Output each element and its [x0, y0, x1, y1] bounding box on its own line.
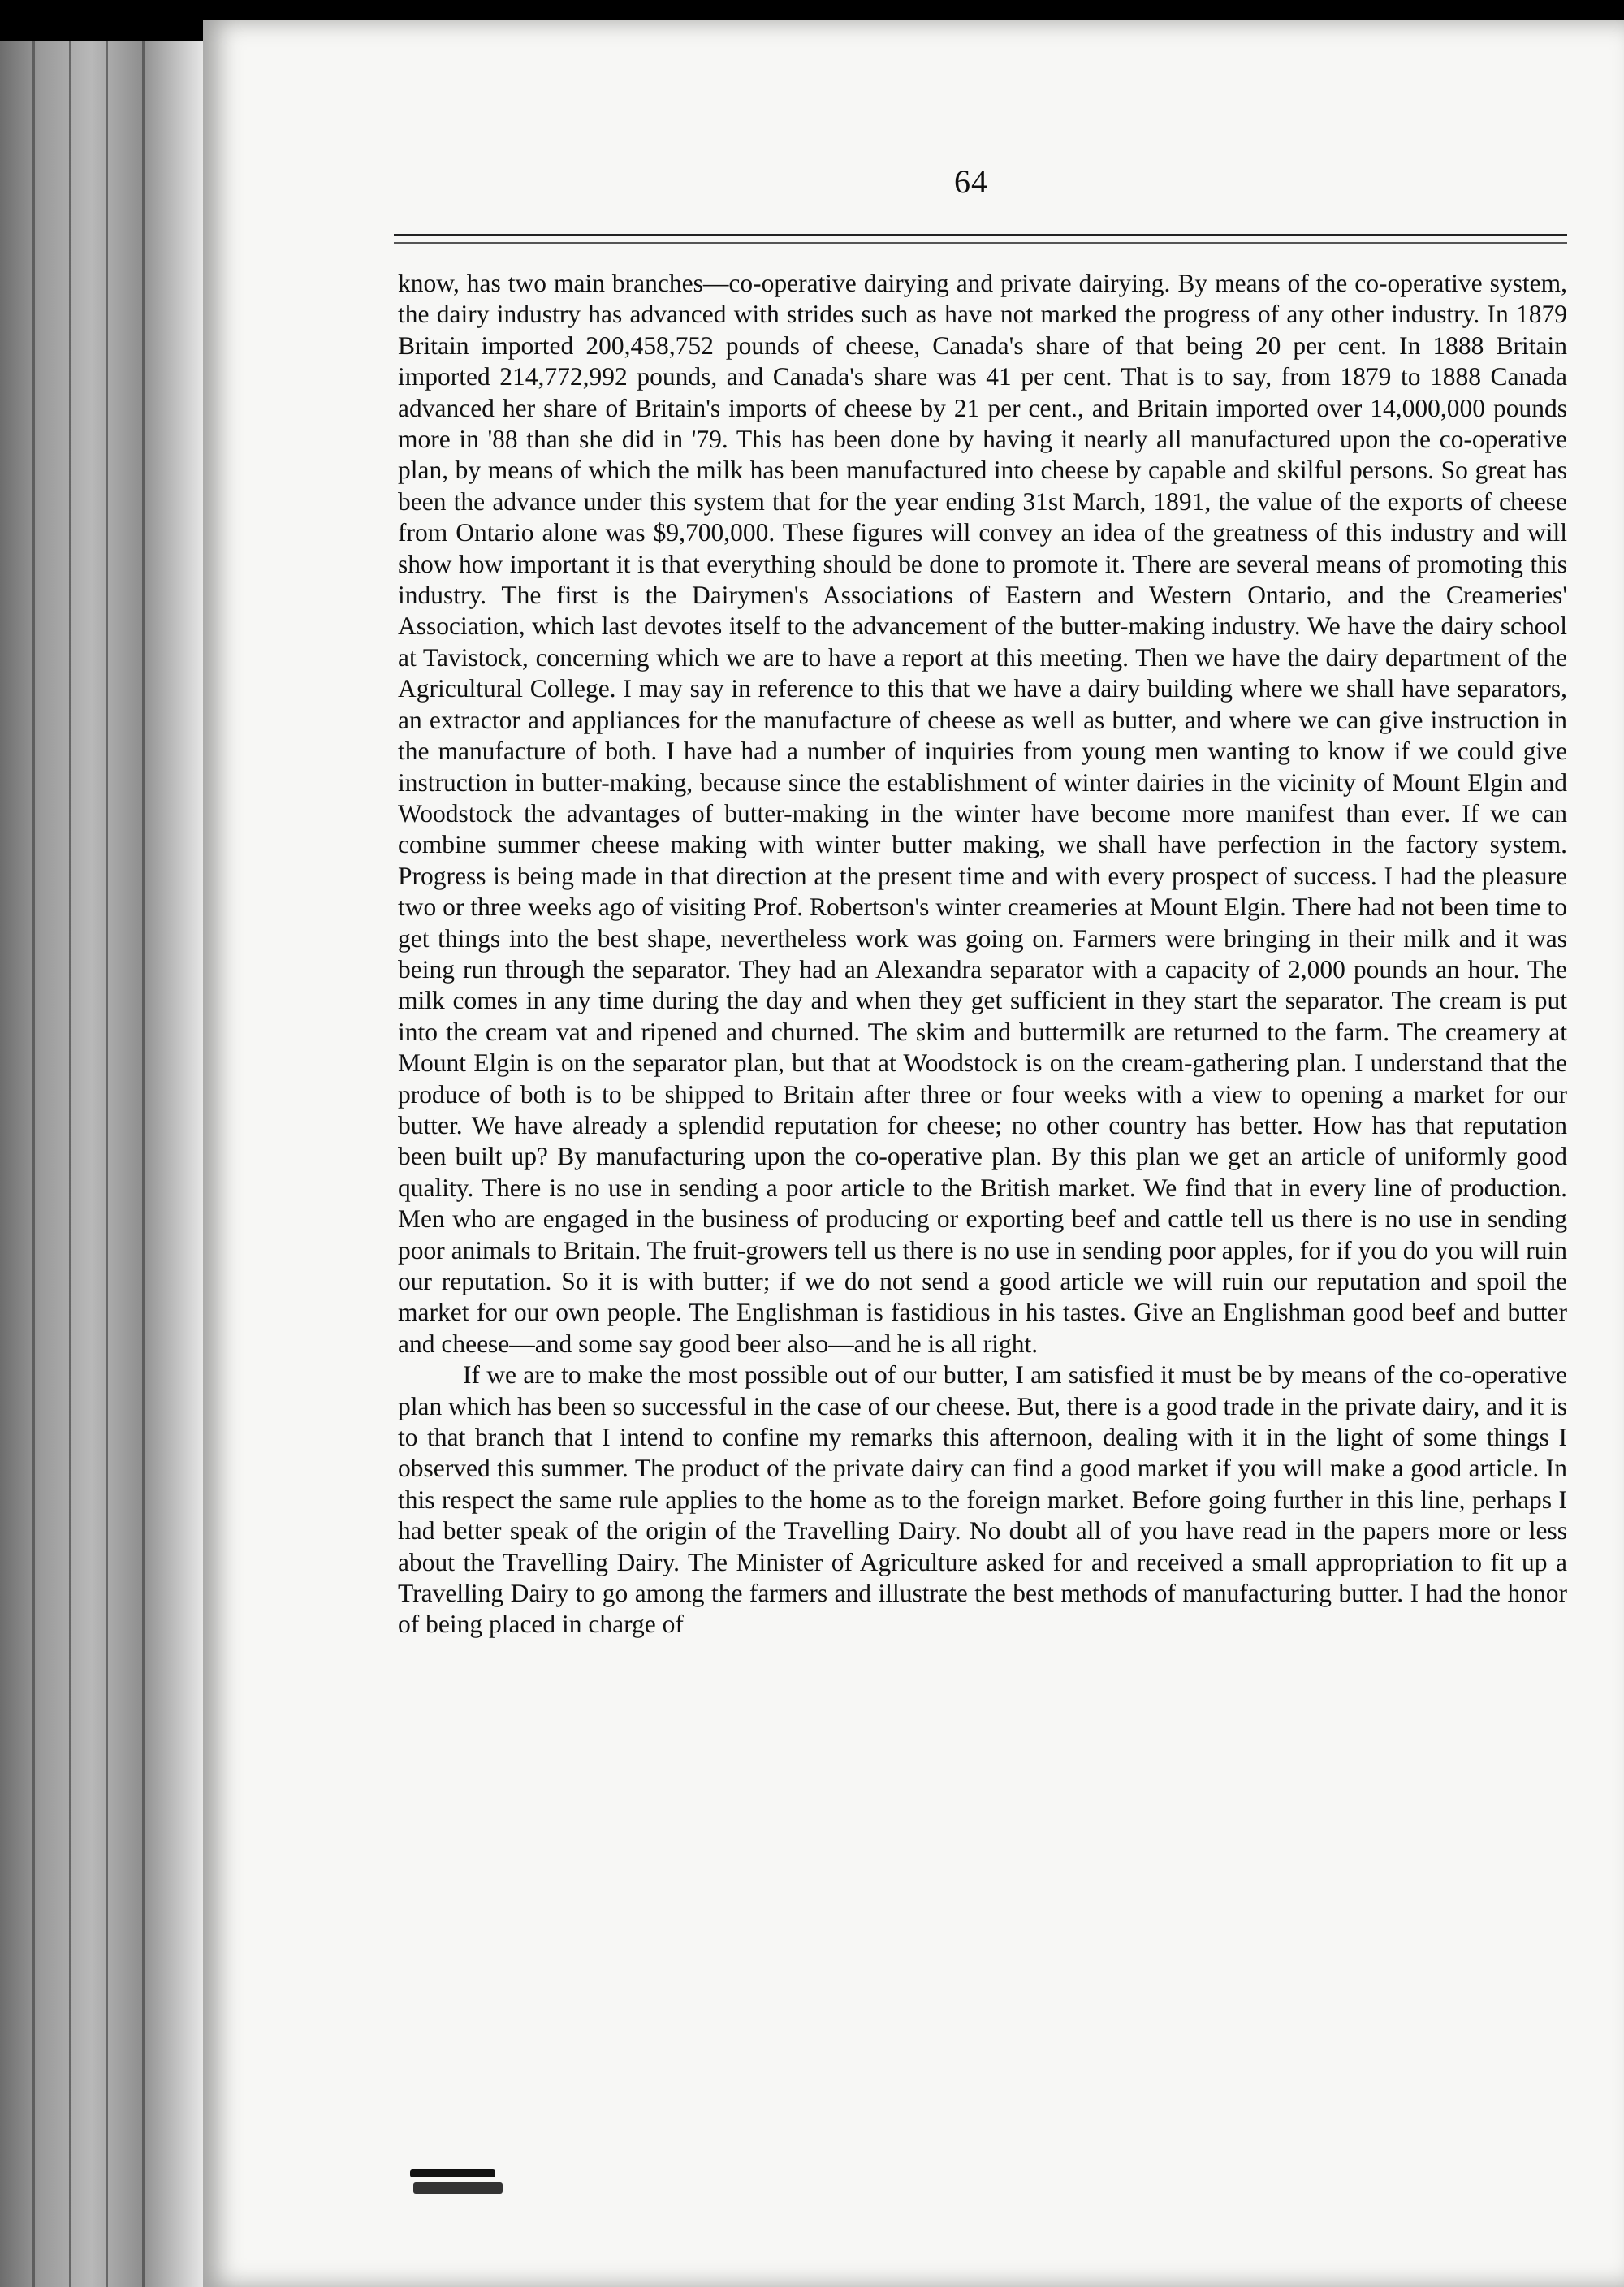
header-rule [394, 234, 1567, 236]
paragraph: know, has two main branches—co-operative dairying and private dairying. By means of the co-operative system, the dairy industry has advanced with strides such as have not marked the progress of any other industry. In 1879 Britain imported 200,458,752 pounds of cheese, Canada's share of that being 20 per cent. In 1888 Britain imported 214,772,992 pounds, and Canada's share was 41 per cent. That is to say, from 1879 to 1888 Canada advanced her share of Britain's imports of cheese by 21 per cent., and Britain imported over 14,000,000 pounds more in '88 than she did in '79. This has been done by having it nearly all manufactured upon the co-operative plan, by means of which the milk has been manufactured into cheese by capable and skilful persons. So great has been the advance under this system that for the year ending 31st March, 1891, the value of the exports of cheese from Ontario alone was $9,700,000. These figures will convey an idea of the greatness of this industry and will show how important it is that everything should be done to promote it. There are several means of promoting this industry. The first is the Dairymen's Associations of Eastern and Western Ontario, and the Creameries' Association, which last devotes itself to the advancement of the butter-making industry. We have the dairy school at Tavistock, concerning which we are to have a report at this meeting. Then we have the dairy department of the Agricultural College. I may say in reference to this that we have a dairy building where we shall have separators, an extractor and appliances for the manufacture of cheese as well as butter, and where we can give instruction in the manufacture of both. I have had a number of inquiries from young men wanting to know if we could give instruction in butter-making, because since the establishment of winter dairies in the vicinity of Mount Elgin and Woodstock the advantages of butter-making in the winter have become more manifest than ever. If we can combine summer cheese making with winter butter making, we shall have perfection in the factory system. Progress is being made in that direction at the present time and with every prospect of success. I had the pleasure two or three weeks ago of visiting Prof. Robertson's winter creameries at Mount Elgin. There had not been time to get things into the best shape, nevertheless work was going on. Farmers were bringing in their milk and it was being run through the separator. They had an Alexandra separator with a capacity of 2,000 pounds an hour. The milk comes in any time during the day and when they get sufficient in they start the separator. The cream is put into the cream vat and ripened and churned. The skim and buttermilk are returned to the farm. The creamery at Mount Elgin is on the separator plan, but that at Woodstock is on the cream-gathering plan. I understand that the produce of both is to be shipped to Britain after three or four weeks with a view to opening a market for our butter. We have already a splendid reputation for cheese; no other country has better. How has that reputation been built up? By manufacturing upon the co-operative plan. By this plan we get an article of uniformly good quality. There is no use in sending a poor article to the British market. We find that in every line of production. Men who are engaged in the business of producing or exporting beef and cattle tell us there is no use in sending poor animals to Britain. The fruit-growers tell us there is no use in sending poor apples, for if you do you will ruin our reputation. So it is with butter; if we do not send a good article we will ruin our reputation and spoil the market for our own people. The Englishman is fastidious in his tastes. Give an Englishman good beef and butter and cheese—and some say good beer also—and he is all right. [398, 269, 1567, 1358]
book-spine [0, 41, 203, 2287]
page-edge-line [32, 41, 35, 2287]
page-edge-line [142, 41, 145, 2287]
paragraph: If we are to make the most possible out of our butter, I am satisfied it must be by means of the co-operative plan which has been so successful in the case of our cheese. But, there is a good trade in the private dairy, and it is to that branch that I intend to confine my remarks this afternoon, dealing with it in the light of some things I observed this summer. The product of the private dairy can find a good market if you will make a good article. In this respect the same rule applies to the home as to the foreign market. Before going further in this line, perhaps I had better speak of the origin of the Travelling Dairy. No doubt all of you have read in the papers more or less about the Travelling Dairy. The Minister of Agriculture asked for and received a small appropriation to fit up a Travelling Dairy to go among the farmers and illustrate the best methods of manufacturing butter. I had the honor of being placed in charge of [398, 1360, 1567, 1639]
page-body-text [398, 268, 1567, 1641]
page-edge-line [106, 41, 108, 2287]
header-rule-thin [394, 242, 1567, 244]
page-number: 64 [954, 163, 988, 200]
ink-smudge [410, 2164, 508, 2201]
page-edge-line [69, 41, 71, 2287]
